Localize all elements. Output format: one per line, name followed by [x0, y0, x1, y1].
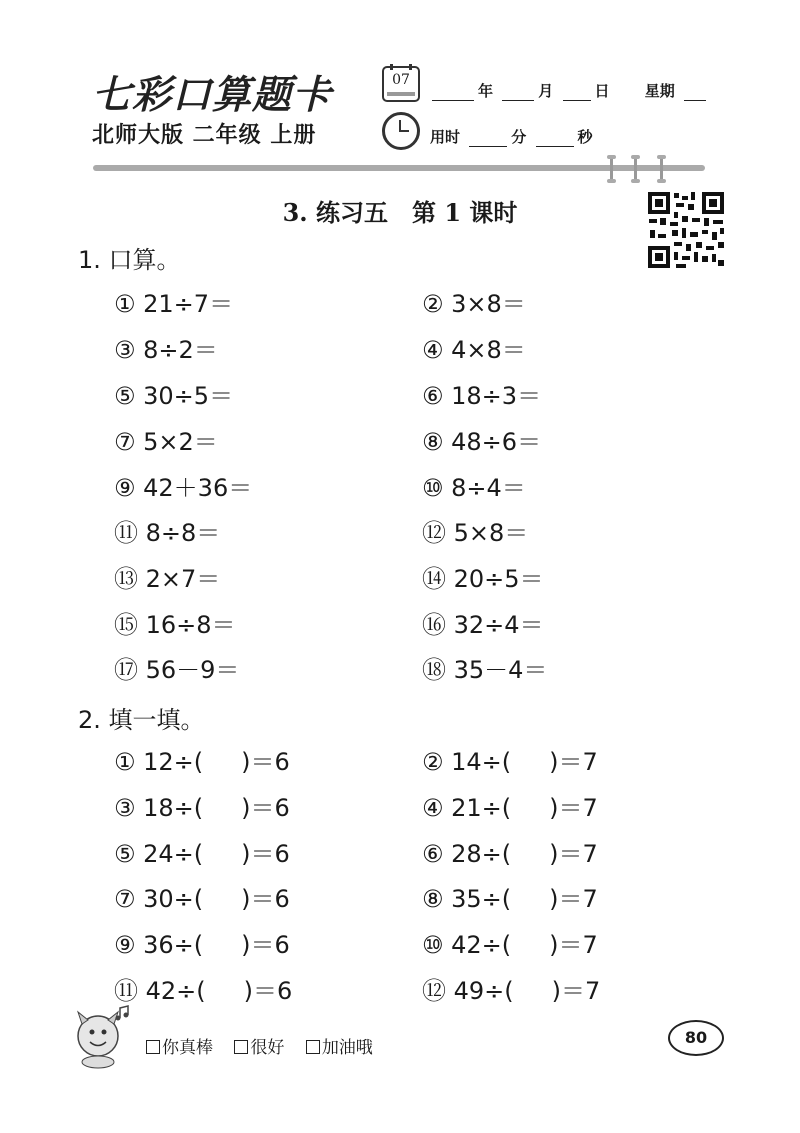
checkbox[interactable] — [146, 1040, 160, 1054]
problem-13: ⑬ 2×7＝ — [114, 565, 221, 593]
clock-icon — [382, 112, 420, 150]
problem-6: ⑥ 18÷3＝ — [422, 382, 542, 410]
rating-option-good[interactable]: 很好 — [234, 1038, 284, 1058]
problem-18: ⑱ 35－4＝ — [422, 656, 548, 684]
fill-problem-8: ⑧ 35÷( )＝7 — [422, 885, 598, 913]
fill-problem-2: ② 14÷( )＝7 — [422, 748, 598, 776]
time-line: 用时 分 秒 — [430, 128, 593, 146]
edition-label: 北师大版 二年级 上册 — [92, 123, 317, 148]
calendar-icon — [382, 66, 420, 102]
fill-problem-3: ③ 18÷( )＝6 — [114, 794, 290, 822]
problem-12: ⑫ 5×8＝ — [422, 519, 529, 547]
fill-problem-11: ⑪ 42÷( )＝6 — [114, 977, 293, 1005]
checkbox[interactable] — [234, 1040, 248, 1054]
weekday-blank[interactable] — [684, 85, 706, 101]
rating-option-try-harder[interactable]: 加油哦 — [306, 1038, 373, 1058]
qr-code[interactable] — [646, 190, 726, 270]
brand-title: 七彩口算题卡 — [92, 72, 333, 118]
section-2-title: 2. 填一填。 — [78, 706, 205, 734]
problem-4: ④ 4×8＝ — [422, 336, 526, 364]
page-number: 80 — [668, 1020, 724, 1056]
day-blank[interactable] — [563, 85, 591, 101]
problem-10: ⑩ 8÷4＝ — [422, 474, 526, 502]
fill-problem-12: ⑫ 49÷( )＝7 — [422, 977, 601, 1005]
rating-option-great[interactable]: 你真棒 — [146, 1038, 213, 1058]
calendar-number: 07 — [392, 72, 410, 88]
fill-problem-5: ⑤ 24÷( )＝6 — [114, 840, 290, 868]
mascot-illustration — [68, 1004, 138, 1070]
section-1-title: 1. 口算。 — [78, 246, 181, 274]
month-blank[interactable] — [502, 85, 534, 101]
problem-17: ⑰ 56－9＝ — [114, 656, 240, 684]
fill-problem-10: ⑩ 42÷( )＝7 — [422, 931, 598, 959]
problem-3: ③ 8÷2＝ — [114, 336, 218, 364]
fill-problem-6: ⑥ 28÷( )＝7 — [422, 840, 598, 868]
fill-problem-9: ⑨ 36÷( )＝6 — [114, 931, 290, 959]
self-rating — [146, 1033, 389, 1058]
header-divider — [93, 165, 705, 171]
problem-1: ① 21÷7＝ — [114, 290, 234, 318]
problem-15: ⑮ 16÷8＝ — [114, 611, 236, 639]
problem-7: ⑦ 5×2＝ — [114, 428, 218, 456]
fill-problem-4: ④ 21÷( )＝7 — [422, 794, 598, 822]
problem-16: ⑯ 32÷4＝ — [422, 611, 544, 639]
year-blank[interactable] — [432, 85, 474, 101]
minutes-blank[interactable] — [469, 131, 507, 147]
checkbox[interactable] — [306, 1040, 320, 1054]
problem-2: ② 3×8＝ — [422, 290, 526, 318]
problem-14: ⑭ 20÷5＝ — [422, 565, 544, 593]
fill-problem-1: ① 12÷( )＝6 — [114, 748, 290, 776]
problem-5: ⑤ 30÷5＝ — [114, 382, 234, 410]
lesson-title: 3. 练习五 第 1 课时 — [282, 198, 518, 227]
seconds-blank[interactable] — [536, 131, 574, 147]
problem-11: ⑪ 8÷8＝ — [114, 519, 221, 547]
fill-problem-7: ⑦ 30÷( )＝6 — [114, 885, 290, 913]
problem-9: ⑨ 42＋36＝ — [114, 474, 253, 502]
date-line: 年 月 日 星期 — [428, 80, 710, 101]
problem-8: ⑧ 48÷6＝ — [422, 428, 542, 456]
